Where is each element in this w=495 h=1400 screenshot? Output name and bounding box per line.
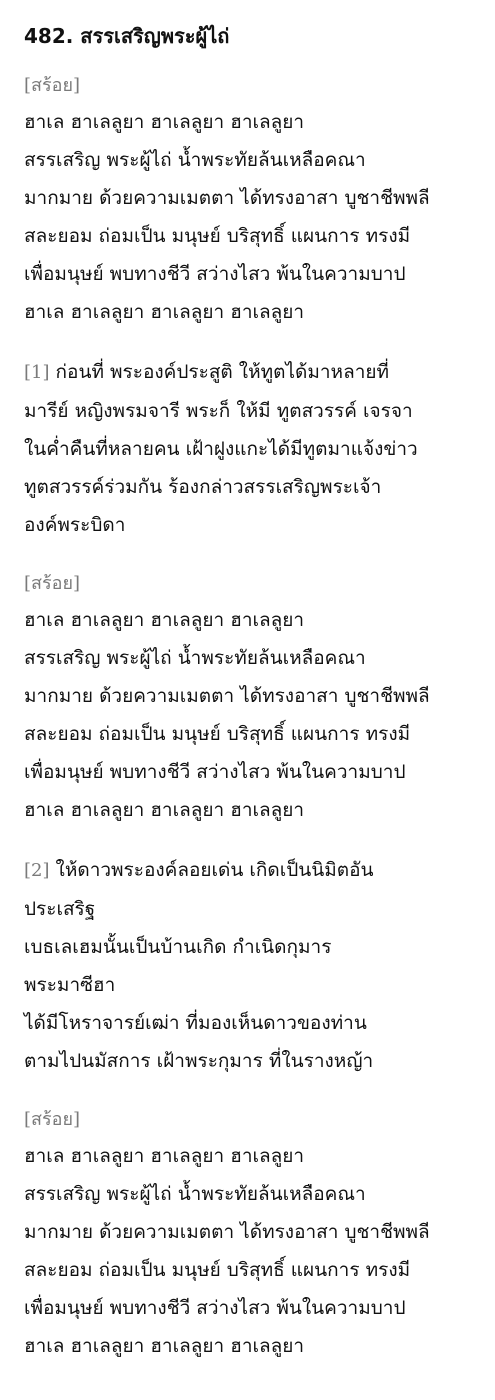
chorus-block [24, 1102, 495, 1365]
verse-block [24, 851, 495, 1080]
lyric-line: ทูตสวรรค์ร่วมกัน ร้องกล่าวสรรเสริญพระเจ้า [24, 476, 382, 498]
lyric-line: ฮาเล ฮาเลลูยา ฮาเลลูยา ฮาเลลูยา [24, 1145, 305, 1167]
lyric-line [24, 851, 495, 890]
lyric-line: ฮาเล ฮาเลลูยา ฮาเลลูยา ฮาเลลูยา [24, 1335, 305, 1357]
verse-block [24, 353, 495, 544]
lyric-text: ก่อนที่ พระองค์ประสูติ ให้ทูตได้มาหลายที่ [55, 361, 390, 383]
lyric-line: ฮาเล ฮาเลลูยา ฮาเลลูยา ฮาเลลูยา [24, 609, 305, 631]
lyric-line: พระมาซีฮา [24, 974, 116, 996]
block-tag-line [24, 1102, 495, 1137]
lyric-line: เพื่อมนุษย์ พบทางชีวี สว่างไสว พ้นในความบาป [24, 263, 406, 285]
lyric-line: มากมาย ด้วยความเมตตา ได้ทรงอาสา บูชาชีพพลี [24, 685, 430, 707]
lyric-line: เบธเลเฮมนั้นเป็นบ้านเกิด กำเนิดกุมาร [24, 936, 332, 958]
song-title: 482. สรรเสริญพระผู้ไถ่ [24, 24, 230, 48]
lyric-line: ในค่ำคืนที่หลายคน เฝ้าฝูงแกะได้มีทูตมาแจ้งข่าว [24, 438, 418, 460]
lyric-line: ประเสริฐ [24, 898, 96, 920]
chorus-block [24, 566, 495, 829]
lyric-line [24, 353, 495, 392]
lyric-line: ตามไปนมัสการ เฝ้าพระกุมาร ที่ในรางหญ้า [24, 1050, 374, 1072]
chorus-tag: [สร้อย] [24, 1109, 81, 1130]
lyric-line: สละยอม ถ่อมเป็น มนุษย์ บริสุทธิ์ แผนการ ทรงมี [24, 225, 411, 247]
lyric-line: มารีย์ หญิงพรมจารี พระก็ ให้มี ทูตสวรรค์ เจรจา [24, 400, 413, 422]
lyric-line: สละยอม ถ่อมเป็น มนุษย์ บริสุทธิ์ แผนการ ทรงมี [24, 723, 411, 745]
lyric-line: สรรเสริญ พระผู้ไถ่ น้ำพระทัยล้นเหลือคณา [24, 149, 366, 171]
lyric-line: เพื่อมนุษย์ พบทางชีวี สว่างไสว พ้นในความบาป [24, 1297, 406, 1319]
lyric-line: มากมาย ด้วยความเมตตา ได้ทรงอาสา บูชาชีพพลี [24, 1221, 430, 1243]
lyric-line: องค์พระบิดา [24, 514, 126, 536]
lyric-text: ให้ดาวพระองค์ลอยเด่น เกิดเป็นนิมิตอัน [55, 859, 374, 881]
block-tag-line [24, 566, 495, 601]
lyric-line: เพื่อมนุษย์ พบทางชีวี สว่างไสว พ้นในความบาป [24, 761, 406, 783]
lyric-line: ฮาเล ฮาเลลูยา ฮาเลลูยา ฮาเลลูยา [24, 301, 305, 323]
block-tag-line [24, 68, 495, 103]
chorus-tag: [สร้อย] [24, 573, 81, 594]
lyric-line: สรรเสริญ พระผู้ไถ่ น้ำพระทัยล้นเหลือคณา [24, 647, 366, 669]
chorus-tag: [สร้อย] [24, 75, 81, 96]
lyric-line: มากมาย ด้วยความเมตตา ได้ทรงอาสา บูชาชีพพลี [24, 187, 430, 209]
lyric-line: ฮาเล ฮาเลลูยา ฮาเลลูยา ฮาเลลูยา [24, 799, 305, 821]
verse-number: [2] [24, 860, 50, 881]
lyric-line: สละยอม ถ่อมเป็น มนุษย์ บริสุทธิ์ แผนการ ทรงมี [24, 1259, 411, 1281]
lyric-line: สรรเสริญ พระผู้ไถ่ น้ำพระทัยล้นเหลือคณา [24, 1183, 366, 1205]
chorus-block [24, 68, 495, 331]
lyric-line: ฮาเล ฮาเลลูยา ฮาเลลูยา ฮาเลลูยา [24, 111, 305, 133]
lyric-line: ได้มีโหราจารย์เฒ่า ที่มองเห็นดาวของท่าน [24, 1012, 367, 1034]
verse-number: [1] [24, 362, 50, 383]
